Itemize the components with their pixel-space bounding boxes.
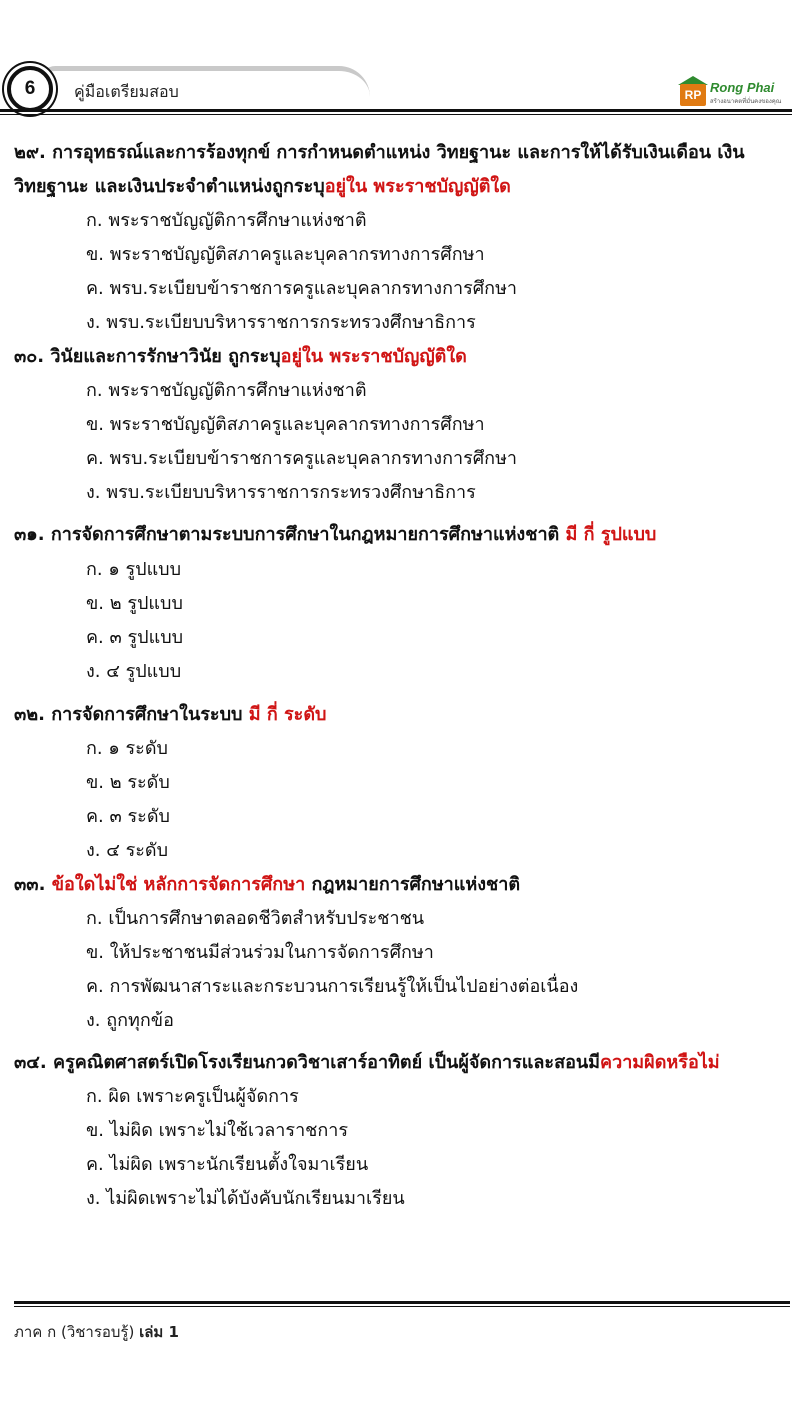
question-33-highlight: ข้อใดไม่ใช่ หลักการจัดการศึกษา [51,874,306,895]
footer-rule [14,1301,790,1304]
question-29-text: วิทยฐานะ และเงินประจำตำแหน่งถูกระบุ [14,176,325,197]
question-33-option-d: ง. ถูกทุกข้อ [86,1010,174,1031]
question-34 [14,1046,790,1080]
page-header [0,0,800,120]
question-32-option-c: ค. ๓ ระดับ [86,806,170,827]
question-31 [14,518,790,552]
question-31-option-c: ค. ๓ รูปแบบ [86,627,184,648]
footer-volume: เล่ม 1 [139,1323,179,1341]
question-30 [14,340,790,374]
logo-name: Rong Phai [710,80,775,95]
logo-mark-icon: RP [680,84,706,106]
question-34-option-d: ง. ไม่ผิดเพราะไม่ได้บังคับนักเรียนมาเรียน [86,1188,405,1209]
page-footer [14,1320,179,1344]
question-30-text: ๓๐. วินัยและการรักษาวินัย ถูกระบุ [14,346,281,367]
question-34-text: ๓๔. ครูคณิตศาสตร์เปิดโรงเรียนกวดวิชาเสาร์อาทิตย์ เป็นผู้จัดการและสอนมี [14,1052,601,1073]
question-33-option-c: ค. การพัฒนาสาระและกระบวนการเรียนรู้ให้เป็นไปอย่างต่อเนื่อง [86,976,579,997]
question-32 [14,698,790,732]
question-32-text: ๓๒. การจัดการศึกษาในระบบ [14,704,249,725]
question-33-number: ๓๓. [14,874,52,895]
question-34-option-c: ค. ไม่ผิด เพราะนักเรียนตั้งใจมาเรียน [86,1154,369,1175]
question-32-highlight: มี กี่ ระดับ [248,704,327,725]
question-30-option-a: ก. พระราชบัญญัติการศึกษาแห่งชาติ [86,380,367,401]
question-33-text: กฎหมายการศึกษาแห่งชาติ [305,874,521,895]
question-31-text: ๓๑. การจัดการศึกษาตามระบบการศึกษาในกฎหมายการศึกษาแห่งชาติ [14,524,566,545]
question-31-option-a: ก. ๑ รูปแบบ [86,559,182,580]
question-33-option-a: ก. เป็นการศึกษาตลอดชีวิตสำหรับประชาชน [86,908,425,929]
page-number-badge: 6 [7,66,53,112]
question-34-option-b: ข. ไม่ผิด เพราะไม่ใช้เวลาราชการ [86,1120,349,1141]
question-34-option-a: ก. ผิด เพราะครูเป็นผู้จัดการ [86,1086,299,1107]
question-33-option-b: ข. ให้ประชาชนมีส่วนร่วมในการจัดการศึกษา [86,942,434,963]
question-29-highlight: อยู่ใน พระราชบัญญัติใด [324,176,511,197]
question-31-option-b: ข. ๒ รูปแบบ [86,593,183,614]
question-30-option-b: ข. พระราชบัญญัติสภาครูและบุคลากรทางการศึกษา [86,414,485,435]
question-31-highlight: มี กี่ รูปแบบ [565,524,657,545]
question-30-highlight: อยู่ใน พระราชบัญญัติใด [280,346,467,367]
question-29-option-c: ค. พรบ.ระเบียบข้าราชการครูและบุคลากรทางการศึกษา [86,278,518,299]
question-29-option-b: ข. พระราชบัญญัติสภาครูและบุคลากรทางการศึกษา [86,244,485,265]
question-32-option-b: ข. ๒ ระดับ [86,772,170,793]
question-29-option-a: ก. พระราชบัญญัติการศึกษาแห่งชาติ [86,210,367,231]
rong-phai-logo [680,78,792,108]
header-title: คู่มือเตรียมสอบ [74,82,179,101]
question-29-option-d: ง. พรบ.ระเบียบบริหารราชการกระทรวงศึกษาธิการ [86,312,476,333]
question-29-line1: ๒๙. การอุทธรณ์และการร้องทุกข์ การกำหนดตำแหน่ง วิทยฐานะ และการให้ได้รับเงินเดือน เงิน [14,142,745,163]
footer-rule-thin [14,1306,790,1307]
question-29-line2 [14,170,790,204]
question-30-option-d: ง. พรบ.ระเบียบบริหารราชการกระทรวงศึกษาธิการ [86,482,476,503]
logo-tagline: สร้างอนาคตที่มั่นคงของคุณ [710,98,782,105]
question-34-highlight: ความผิดหรือไม่ [600,1052,720,1073]
question-31-option-d: ง. ๔ รูปแบบ [86,661,182,682]
footer-section: ภาค ก (วิชารอบรู้) [14,1323,140,1341]
question-32-option-d: ง. ๔ ระดับ [86,840,169,861]
header-rule-thin [0,114,792,115]
question-33 [14,868,790,902]
header-rule [0,109,792,112]
question-32-option-a: ก. ๑ ระดับ [86,738,168,759]
question-30-option-c: ค. พรบ.ระเบียบข้าราชการครูและบุคลากรทางการศึกษา [86,448,518,469]
